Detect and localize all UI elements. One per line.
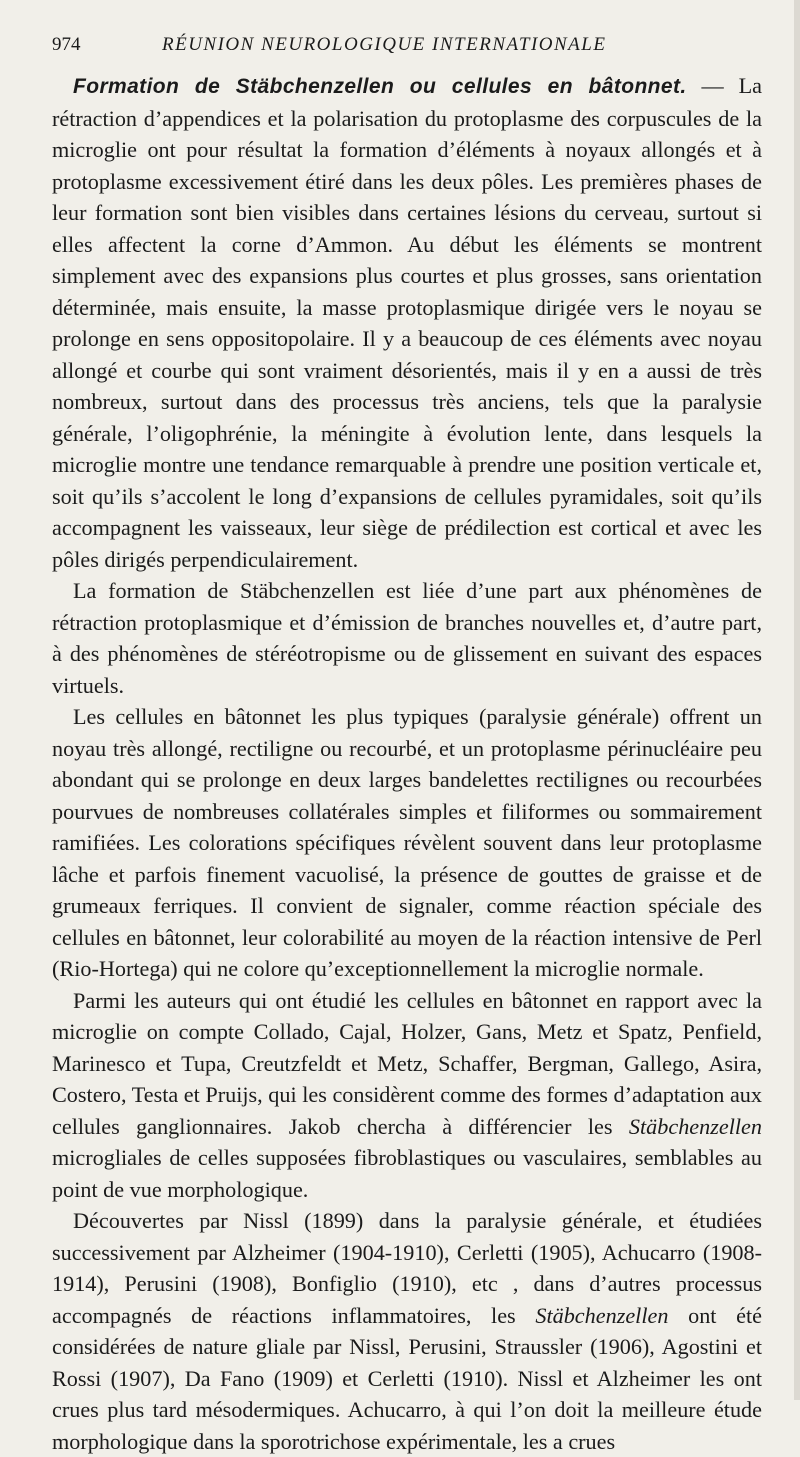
paragraph-1 [52,70,762,575]
paragraph-1-text: — La rétraction d’appendices et la polarisation du protoplasme des corpuscules de la microglie ont pour résultat la formation d’éléments à noyaux allongés et à protoplasme excessivement étiré dans les deux pôles. Les premières phases de leur formation sont bien visibles dans certaines lésions du cerveau, surtout si elles affectent la corne d’Ammon. Au début les éléments se montrent simplement avec des expansions plus courtes et plus grosses, sans orientation déterminée, mais ensuite, la masse protoplasmique dirigée vers le noyau se prolonge en sens oppositopolaire. Il y a beaucoup de ces éléments avec noyau allongé et courbe qui sont vraiment désorientés, mais il y en a aussi de très nombreux, surtout dans des processus très anciens, tels que la paralysie générale, l’oligophrénie, la méningite à évolution lente, dans lesquels la microglie montre une tendance remarquable à prendre une position verticale et, soit qu’ils s’accolent le long d’expansions de cellules pyramidales, soit qu’ils accompagnent les vaisseaux, leur siège de prédilection est cortical et avec les pôles dirigés perpendiculairement. [52,73,762,572]
section-title: Formation de Stäbchenzellen ou cellules en bâtonnet. [73,75,687,98]
paragraph-5-text-a: Découvertes par Nissl (1899) dans la paralysie générale, et étudiées successivement par Alzheimer (1904-1910), Cerletti (1905), Achucarro (1908-1914), Perusini (1908), Bonfiglio (1910), etc , dans d’autres processus accompagnés de réactions inflammatoires, les [52,1208,762,1328]
page-number: 974 [52,34,81,55]
paragraph-4-text-b: microgliales de celles supposées fibroblastiques ou vasculaires, semblables au point de vue morphologique. [52,1145,762,1202]
paragraph-5-text-b: ont été considérées de nature gliale par Nissl, Perusini, Straussler (1906), Agostini et Rossi (1907), Da Fano (1909) et Cerletti (1910). Nissl et Alzheimer les ont crues plus tard mésodermiques. Achucarro, à qui l’on doit la meilleure étude morphologique dans la sporotrichose expérimentale, les a crues [52,1302,762,1454]
paragraph-3: Les cellules en bâtonnet les plus typiques (paralysie générale) offrent un noyau très allongé, rectiligne ou recourbé, et un protoplasme périnucléaire peu abondant qui se prolonge en deux larges bandelettes rectilignes ou recourbées pourvues de nombreuses collatérales simples et filiformes ou sommairement ramifiées. Les colorations spécifiques révèlent souvent dans leur protoplasme lâche et parfois finement vacuolisé, la présence de gouttes de graisse et de grumeaux ferriques. Il convient de signaler, comme réaction spéciale des cellules en bâtonnet, leur colorabilité au moyen de la réaction intensive de Perl (Rio-Hortega) qui ne colore qu’exceptionnellement la microglie normale. [52,704,762,981]
paragraph-5-italic-term: Stäbchenzellen [535,1302,669,1328]
running-header [52,34,762,56]
paragraph-4-italic-term: Stäbchenzellen [628,1113,762,1139]
header-title: RÉUNION NEUROLOGIQUE INTERNATIONALE [162,34,607,55]
paragraph-2: La formation de Stäbchenzellen est liée d’une part aux phénomènes de rétraction protoplasmique et d’émission de branches nouvelles et, d’autre part, à des phénomènes de stéréotropisme ou de glissement en suivant des espaces virtuels. [52,578,762,698]
paragraph-4-text-a: Parmi les auteurs qui ont étudié les cellules en bâtonnet en rapport avec la microglie on compte Collado, Cajal, Holzer, Gans, Metz et Spatz, Penfield, Marinesco et Tupa, Creutzfeldt et Metz, Schaffer, Bergman, Gallego, Asira, Costero, Testa et Pruijs, qui les considèrent comme des formes d’adaptation aux cellules ganglionnaires. Jakob chercha à différencier les [52,987,762,1139]
paragraph-5 [52,1205,762,1457]
paragraph-4 [52,985,762,1206]
